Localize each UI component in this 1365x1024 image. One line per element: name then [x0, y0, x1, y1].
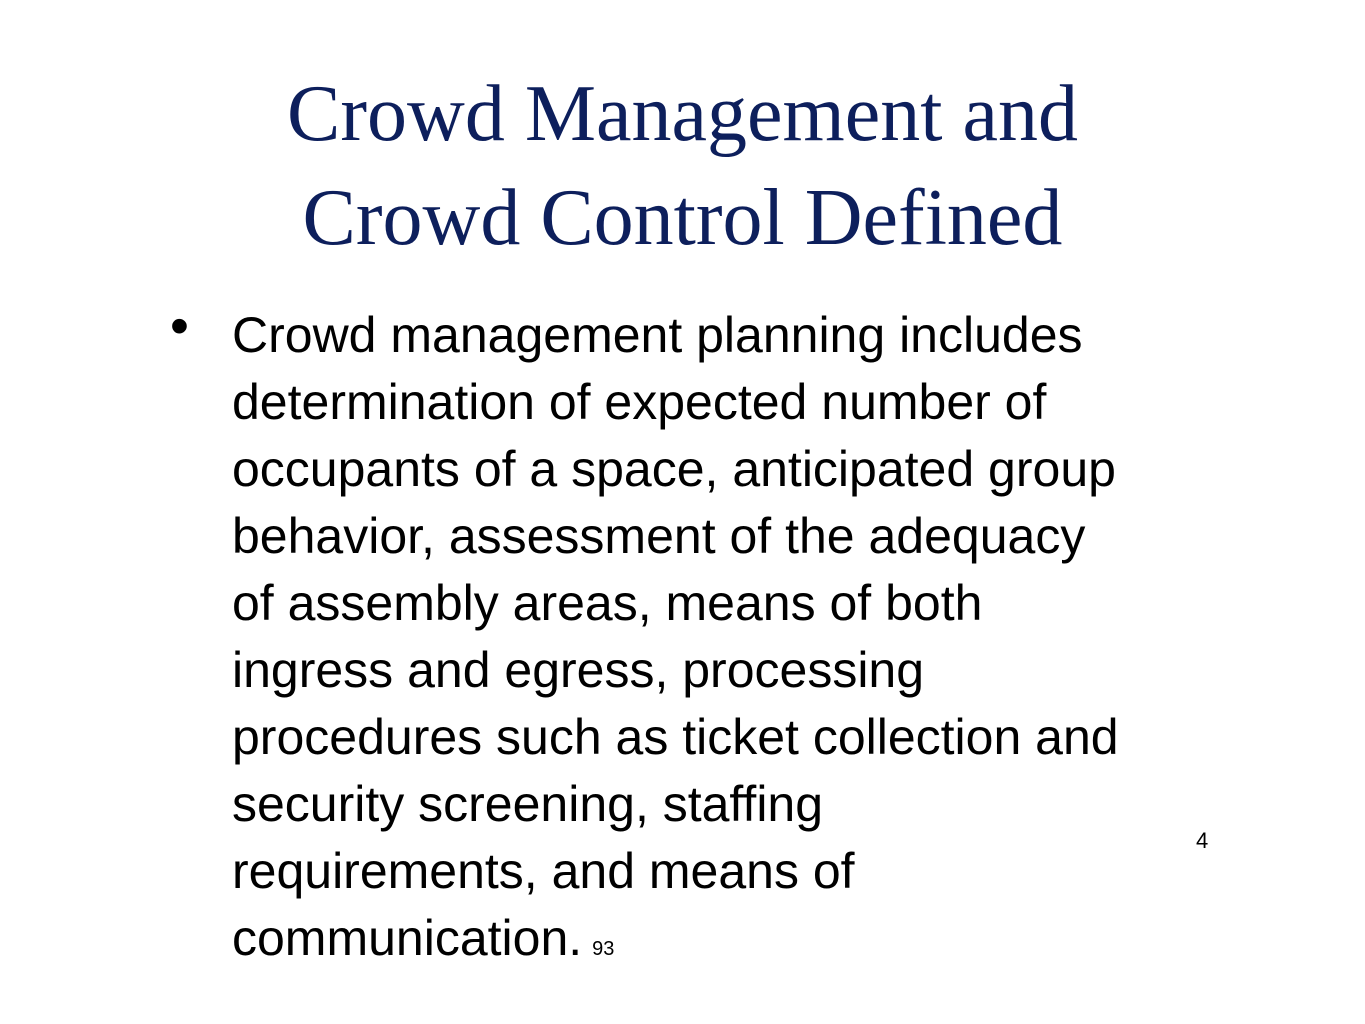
footnote-reference: 93	[592, 938, 615, 960]
title-line-1: Crowd Management and	[287, 70, 1078, 158]
bullet-line: of assembly areas, means of both	[232, 575, 983, 631]
bullet-line-last-text: communication.	[232, 910, 583, 966]
page-number: 4	[1196, 828, 1209, 853]
bullet-line: requirements, and means of	[232, 843, 855, 899]
bullet-line: procedures such as ticket collection and	[232, 709, 1119, 765]
title-line-2: Crowd Control Defined	[302, 174, 1063, 262]
bullet-icon: •	[170, 296, 189, 356]
bullet-line-last	[232, 905, 1242, 983]
slide-title	[0, 62, 1365, 270]
bullet-line: Crowd management planning includes	[232, 307, 1083, 363]
bullet-line: security screening, staffing	[232, 776, 824, 832]
bullet-line: ingress and egress, processing	[232, 642, 925, 698]
bullet-text	[232, 302, 1242, 983]
bullet-line: behavior, assessment of the adequacy	[232, 508, 1086, 564]
bullet-line: determination of expected number of	[232, 374, 1047, 430]
bullet-line: occupants of a space, anticipated group	[232, 441, 1116, 497]
